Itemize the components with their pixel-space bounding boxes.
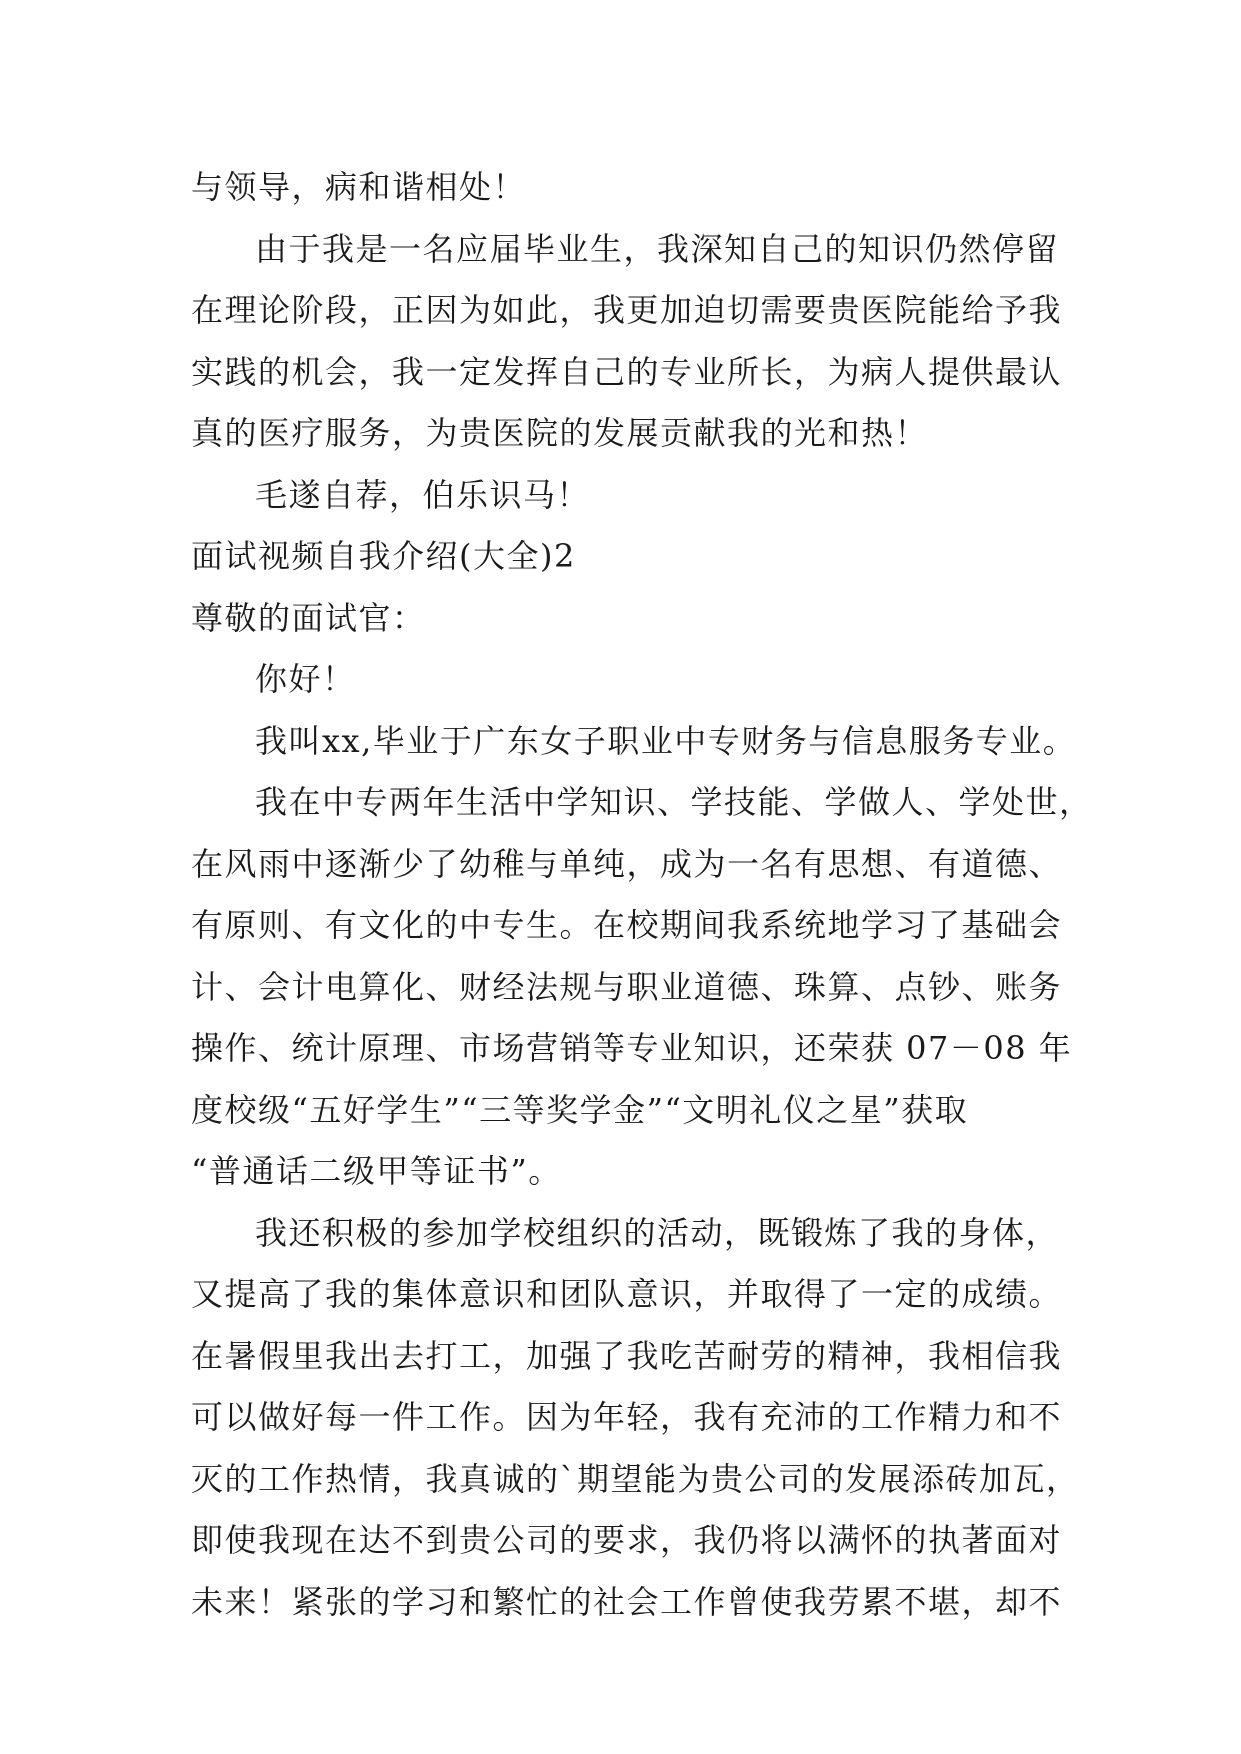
text-line: 即使我现在达不到贵公司的要求，我仍将以满怀的执著面对 [191, 1521, 1063, 1559]
text-line: 又提高了我的集体意识和团队意识，并取得了一定的成绩。 [191, 1275, 1063, 1313]
text-line: 毛遂自荐，伯乐识马！ [255, 475, 591, 514]
text-line: 灭的工作热情，我真诚的`期望能为贵公司的发展添砖加瓦， [191, 1459, 1080, 1498]
salutation: 尊敬的面试官： [191, 598, 426, 637]
text-line: 度校级“五好学生”“三等奖学金”“文明礼仪之星”获取 [191, 1090, 969, 1129]
text-line: 与领导，病和谐相处！ [191, 168, 527, 206]
text-line: 在风雨中逐渐少了幼稚与单纯，成为一名有思想、有道德、 [191, 844, 1063, 883]
text-line: 真的医疗服务，为贵医院的发展贡献我的光和热！ [191, 414, 929, 452]
text-line: 可以做好每一件工作。因为年轻，我有充沛的工作精力和不 [191, 1398, 1063, 1436]
text-line: 在理论阶段，正因为如此，我更加迫切需要贵医院能给予我 [191, 291, 1063, 329]
text-line: 未来！紧张的学习和繁忙的社会工作曾使我劳累不堪，却不 [191, 1582, 1063, 1621]
text-line: 计、会计电算化、财经法规与职业道德、珠算、点钞、账务 [191, 967, 1063, 1006]
section-heading: 面试视频自我介绍(大全)2 [191, 537, 576, 575]
text-line: 有原则、有文化的中专生。在校期间我系统地学习了基础会 [191, 906, 1063, 944]
text-line: 我在中专两年生活中学知识、学技能、学做人、学处世， [255, 783, 1093, 821]
text-line: 我叫xx,毕业于广东女子职业中专财务与信息服务专业。 [255, 721, 1077, 760]
text-line: 我还积极的参加学校组织的活动，既锻炼了我的身体， [255, 1213, 1060, 1252]
document-body [191, 157, 1093, 1633]
text-line: 实践的机会，我一定发挥自己的专业所长，为病人提供最认 [191, 352, 1063, 391]
greeting: 你好！ [255, 660, 356, 698]
text-line: “普通话二级甲等证书”。 [191, 1152, 562, 1190]
text-line: 由于我是一名应届毕业生，我深知自己的知识仍然停留 [255, 229, 1060, 268]
text-line: 在暑假里我出去打工，加强了我吃苦耐劳的精神，我相信我 [191, 1336, 1063, 1375]
text-line: 操作、统计原理、市场营销等专业知识，还荣获 07－08 年 [191, 1029, 1073, 1067]
